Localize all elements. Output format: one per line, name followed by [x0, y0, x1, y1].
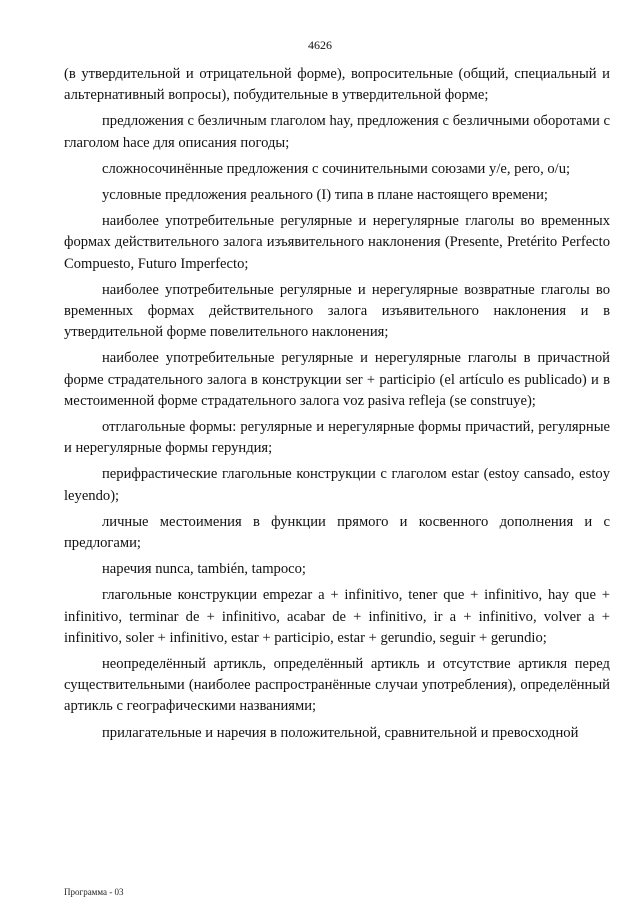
- paragraph: неопределённый артикль, определённый артикль и отсутствие артикля перед существительными (наиболее распространённые случаи употребления), определённый артикль с географическими названиями;: [64, 656, 610, 715]
- paragraph: прилагательные и наречия в положительной, сравнительной и превосходной: [102, 724, 579, 741]
- paragraph: наречия nunca, también, tampoco;: [102, 561, 306, 578]
- footer-label: Программа - 03: [64, 887, 124, 897]
- paragraph: глагольные конструкции empezar a + infinitivo, tener que + infinitivo, hay que + infinitivo, terminar de + infinitivo, acabar de + infinitivo, ir a + infinitivo, volver a + infinitivo, soler + infinitivo, estar + participio, estar + gerundio, seguir + gerundio;: [64, 587, 610, 646]
- body-text: [64, 64, 610, 749]
- paragraph: отглагольные формы: регулярные и нерегулярные формы причастий, регулярные и нерегулярные формы герундия;: [64, 419, 610, 457]
- page-number: 4626: [308, 38, 332, 52]
- paragraph: наиболее употребительные регулярные и нерегулярные глаголы в причастной форме страдательного залога в конструкции ser + participio (el artículo es publicado) и в местоименной форме страдательного залога voz pasiva refleja (se construye);: [64, 350, 610, 409]
- paragraph: условные предложения реального (I) типа в плане настоящего времени;: [102, 187, 548, 204]
- paragraph: сложносочинённые предложения с сочинительными союзами y/e, pero, o/u;: [102, 160, 571, 177]
- paragraph: личные местоимения в функции прямого и косвенного дополнения и с предлогами;: [64, 513, 610, 552]
- paragraph: наиболее употребительные регулярные и нерегулярные возвратные глаголы во временных формах действительного залога изъявительного наклонения и в утвердительной форме повелительного наклонения;: [64, 281, 610, 341]
- paragraph: перифрастические глагольные конструкции с глаголом estar (estoy cansado, estoy leyendo);: [64, 466, 610, 504]
- paragraph: (в утвердительной и отрицательной форме), вопросительные (общий, специальный и альтернативный вопросы), побудительные в утвердительной форме;: [64, 66, 610, 104]
- paragraph: предложения с безличным глаголом hay, предложения с безличными оборотами с глаголом hace для описания погоды;: [64, 113, 610, 151]
- paragraph: наиболее употребительные регулярные и нерегулярные глаголы во временных формах действительного залога изъявительного наклонения (Presente, Pretérito Perfecto Compuesto, Futuro Imperfecto;: [64, 213, 610, 272]
